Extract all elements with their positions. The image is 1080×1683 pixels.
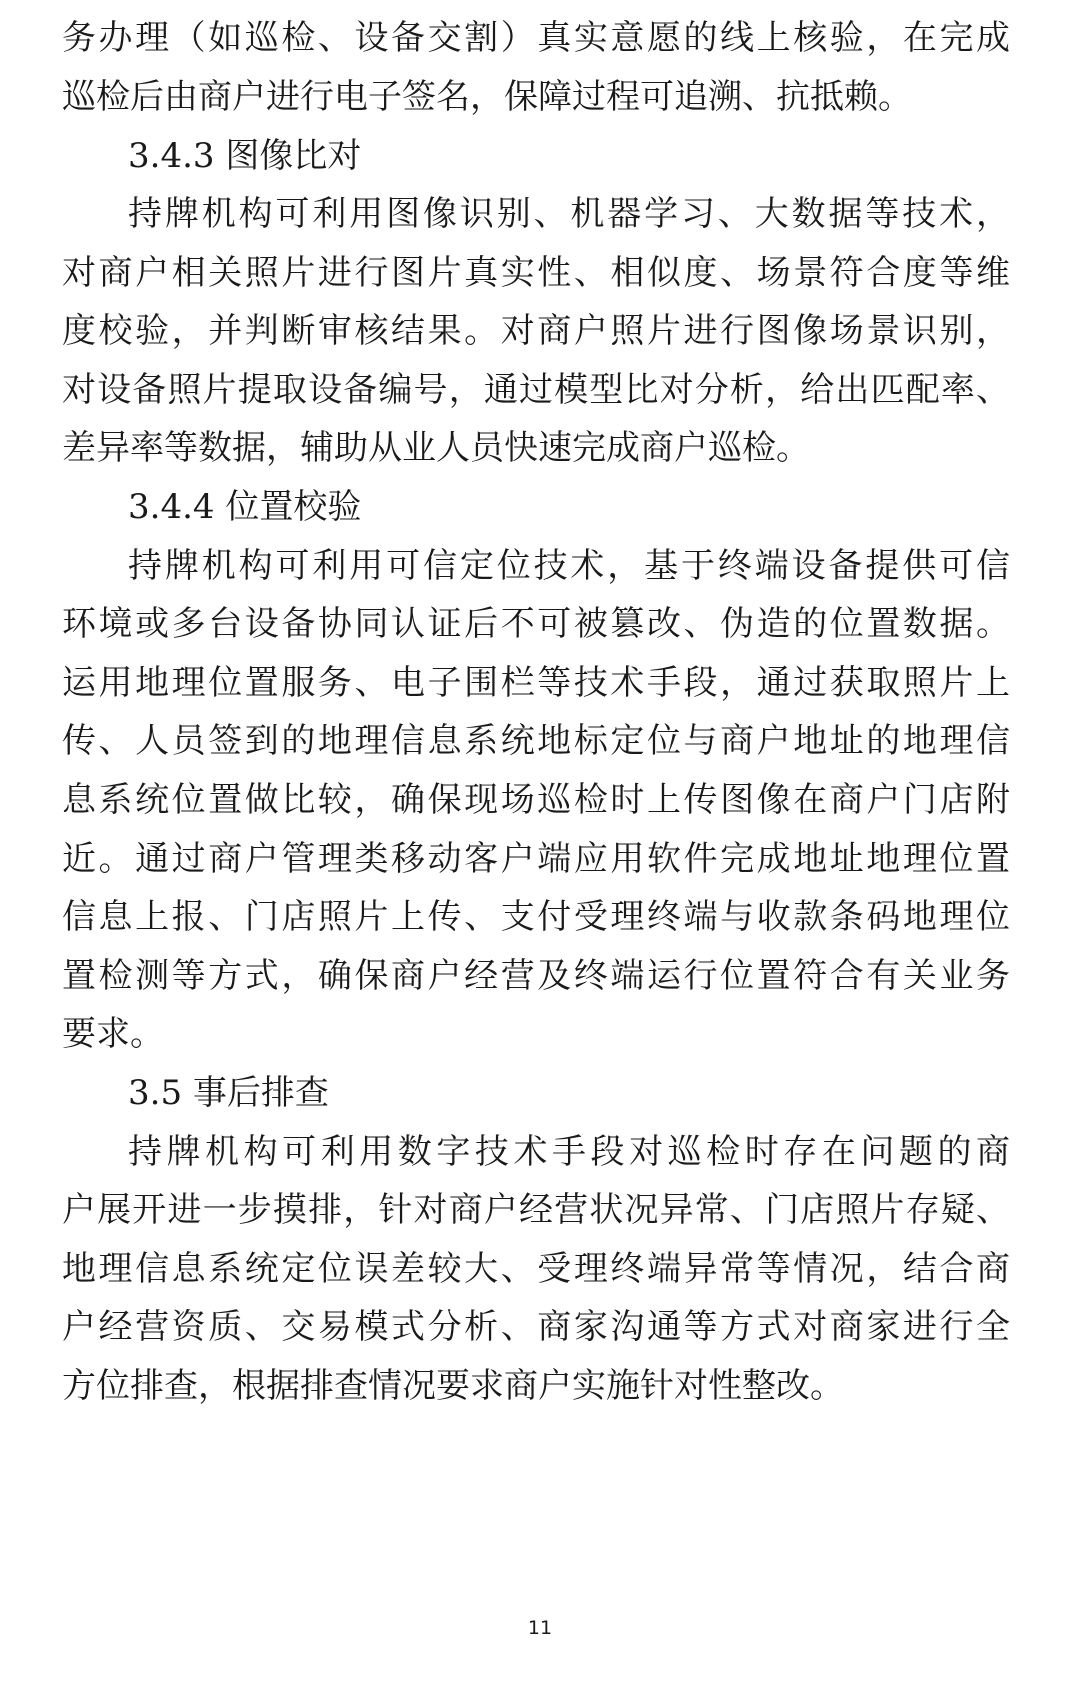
paragraph-line: 持牌机构可利用可信定位技术，基于终端设备提供可信 bbox=[128, 546, 1010, 586]
paragraph-line: 传、人员签到的地理信息系统地标定位与商户地址的地理信 bbox=[62, 721, 1010, 761]
paragraph-line: 持牌机构可利用数字技术手段对巡检时存在问题的商 bbox=[128, 1132, 1010, 1172]
paragraph-line: 地理信息系统定位误差较大、受理终端异常等情况，结合商 bbox=[62, 1249, 1010, 1289]
paragraph-line: 信息上报、门店照片上传、支付受理终端与收款条码地理位 bbox=[62, 897, 1010, 937]
paragraph-line: 对设备照片提取设备编号，通过模型比对分析，给出匹配率、 bbox=[62, 370, 1010, 410]
section-heading-3-4-3: 3.4.3 图像比对 bbox=[128, 136, 362, 176]
page-number: 11 bbox=[527, 1617, 553, 1639]
paragraph-line: 持牌机构可利用图像识别、机器学习、大数据等技术， bbox=[128, 194, 1010, 234]
paragraph-line: 度校验，并判断审核结果。对商户照片进行图像场景识别， bbox=[62, 311, 1010, 351]
paragraph-line: 息系统位置做比较，确保现场巡检时上传图像在商户门店附 bbox=[62, 780, 1010, 820]
paragraph-line: 置检测等方式，确保商户经营及终端运行位置符合有关业务 bbox=[62, 956, 1010, 996]
paragraph-line: 对商户相关照片进行图片真实性、相似度、场景符合度等维 bbox=[62, 253, 1010, 293]
paragraph-line: 户经营资质、交易模式分析、商家沟通等方式对商家进行全 bbox=[62, 1307, 1010, 1347]
paragraph-line: 环境或多台设备协同认证后不可被篡改、伪造的位置数据。 bbox=[62, 604, 1010, 644]
paragraph-line: 近。通过商户管理类移动客户端应用软件完成地址地理位置 bbox=[62, 839, 1010, 879]
paragraph-line: 差异率等数据，辅助从业人员快速完成商户巡检。 bbox=[62, 428, 810, 468]
section-heading-3-4-4: 3.4.4 位置校验 bbox=[128, 487, 362, 527]
section-heading-3-5: 3.5 事后排查 bbox=[128, 1073, 329, 1113]
paragraph-line: 方位排查，根据排查情况要求商户实施针对性整改。 bbox=[62, 1366, 844, 1406]
paragraph-line: 要求。 bbox=[62, 1014, 164, 1054]
paragraph-line: 务办理（如巡检、设备交割）真实意愿的线上核验，在完成 bbox=[62, 18, 1010, 58]
paragraph-line: 巡检后由商户进行电子签名，保障过程可追溯、抗抵赖。 bbox=[62, 77, 912, 117]
paragraph-line: 运用地理位置服务、电子围栏等技术手段，通过获取照片上 bbox=[62, 663, 1010, 703]
paragraph-line: 户展开进一步摸排，针对商户经营状况异常、门店照片存疑、 bbox=[62, 1190, 1010, 1230]
